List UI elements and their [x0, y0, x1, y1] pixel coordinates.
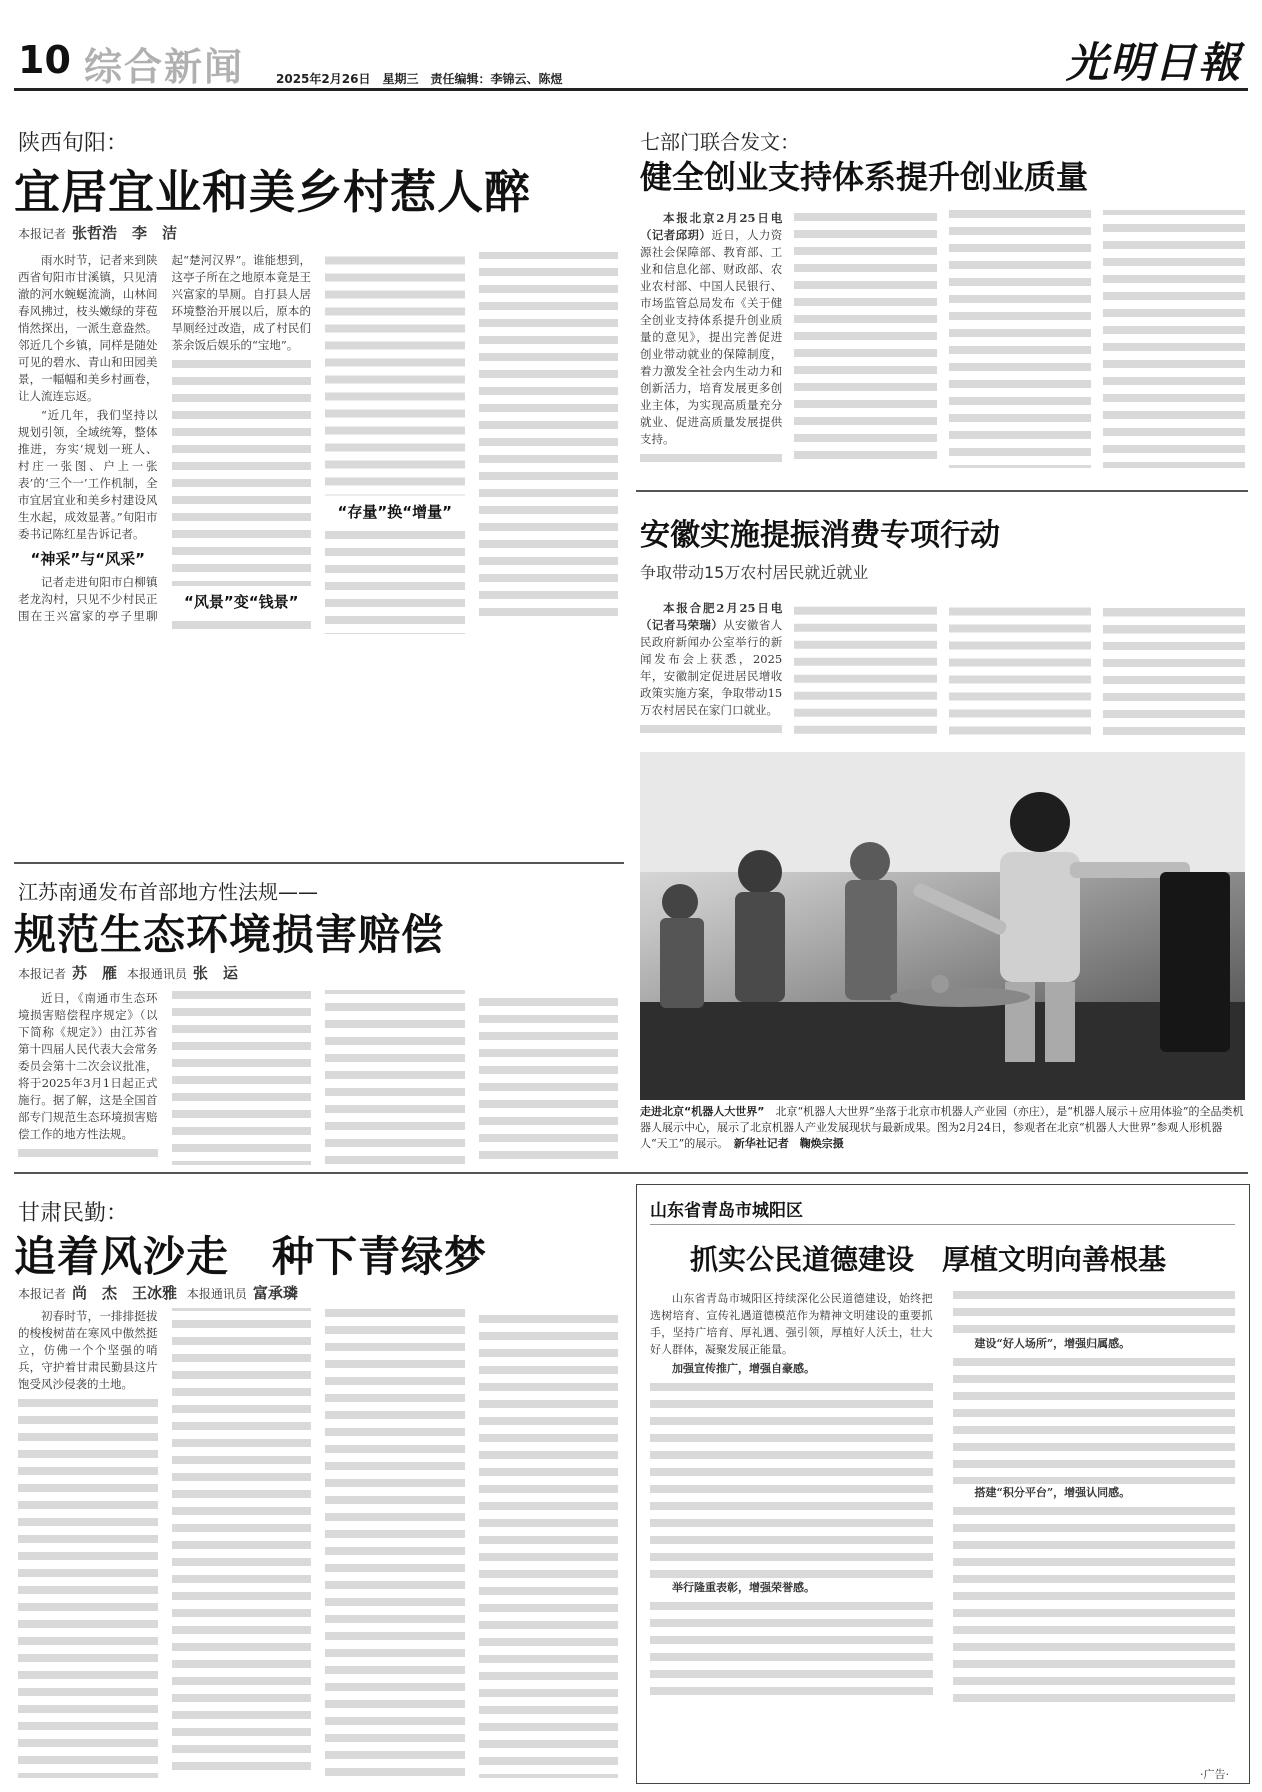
art3-para [640, 600, 782, 719]
text-filler [953, 1354, 1236, 1484]
text-filler [172, 356, 312, 586]
divider [636, 490, 1248, 492]
art6-para [650, 1579, 933, 1596]
page-number: 10 [18, 38, 71, 82]
art5-kicker: 甘肃民勤： [18, 1201, 129, 1226]
art2-text: 近日，人力资源社会保障部、教育部、工业和信息化部、财政部、农业农村部、中国人民银行、市场监管总局发布《关于健全创业支持体系提升创业质量的意见》，提出完善促进创业带动就业的保障制度，着力激发全社会内生动力和创新活力，培育发展更多创业主体，为实现高质量充分就业、促进高质量发展提供支持。 [640, 228, 783, 446]
art6-body [650, 1290, 1235, 1760]
art6-para [650, 1360, 933, 1377]
art1-kicker: 陕西旬阳： [18, 131, 129, 156]
ad-mark: ·广告· [1200, 1768, 1229, 1781]
art4-byline-names2: 张 运 [192, 964, 238, 982]
art2-para [640, 210, 782, 448]
art1-byline-label: 本报记者 [18, 227, 67, 241]
art3-body [640, 600, 1245, 740]
art1-body [18, 252, 618, 852]
art3-lead: 本报合肥2月25日电（记者马荣瑞） [640, 601, 783, 632]
art5-byline-label: 本报记者 [18, 1287, 67, 1301]
photo-caption-text: 北京“机器人大世界”坐落于北京市机器人产业园（亦庄），是“机器人展示＋应用体验”的全品类机器人展示中心，展示了北京机器人产业发展现状与最新成果。图为2月24日，参观者在北京“机器人大世界”参观人形机器人“天工”的展示。 [640, 1105, 1244, 1150]
art1-para: 雨水时节，记者来到陕西省旬阳市甘溪镇，只见清澈的河水蜿蜒流淌，山林间春风拂过，枝头嫩绿的芽苞悄然探出，一派生意盎然。邻近几个乡镇，同样是随处可见的碧水、青山和田园美景，一幅幅和美乡村画卷，让人流连忘返。 [18, 253, 158, 403]
art6-para [953, 1484, 1236, 1501]
art4-byline-label: 本报记者 [18, 967, 67, 981]
art1-byline [18, 222, 183, 243]
photo-caption [640, 1104, 1245, 1152]
art3-title: 安徽实施提振消费专项行动 [640, 518, 1000, 553]
divider [14, 862, 624, 864]
art6-para: 山东省青岛市城阳区持续深化公民道德建设，始终把选树培育、宣传礼遇道德模范作为精神文明建设的重要抓手，坚持广培育、厚礼遇、强引领，厚植好人沃土，壮大好人群体，凝聚发展正能量。 [650, 1292, 933, 1356]
art4-byline-label2: 本报通讯员 [126, 967, 187, 981]
art5-title: 追着风沙走 种下青绿梦 [14, 1232, 488, 1281]
text-filler [953, 1503, 1236, 1703]
photo-credit: 新华社记者 鞠焕宗摄 [733, 1137, 844, 1150]
art4-body [18, 990, 618, 1165]
robot-photo [640, 752, 1245, 1100]
art4-title: 规范生态环境损害赔偿 [14, 910, 445, 959]
art5-byline-label2: 本报通讯员 [186, 1287, 247, 1301]
art1-subhead: “神采”与“风采” [30, 550, 145, 568]
art1-title: 宜居宜业和美乡村惹人醉 [14, 165, 531, 219]
art1-para: 记者走进旬阳市白柳镇老龙沟村，只见不少村民正围在王兴富家的亭子里聊起“楚河汉界”。谁能想到，这亭子所在之地原本竟是王兴富家的旱厕。自打县人居环境整治开展以后，原本的旱厕经过改造，成了村民们茶余饭后娱乐的“宝地”。 [18, 253, 311, 623]
art1-subhead: “风景”变“钱景” [184, 593, 299, 611]
divider [650, 1224, 1235, 1225]
art3-text: 从安徽省人民政府新闻办公室举行的新闻发布会上获悉，2025年，安徽制定促进居民增收政策实施方案，争取带动15万农村居民在家门口就业。 [640, 618, 783, 717]
art2-body [640, 210, 1245, 468]
art5-byline-names2: 富承璘 [252, 1284, 298, 1302]
art1-byline-names: 张哲浩 李 洁 [72, 224, 178, 242]
art5-byline [18, 1282, 304, 1303]
art6-title: 抓实公民道德建设 厚植文明向善根基 [690, 1243, 1167, 1276]
art2-lead: 本报北京2月25日电（记者邱玥） [640, 211, 783, 242]
art4-byline [18, 962, 244, 983]
art5-byline-names: 尚 杰 王冰雅 [72, 1284, 178, 1302]
masthead-logo: 光明日報 [1065, 38, 1242, 87]
art5-para: 初春时节，一排排挺拔的梭梭树苗在寒风中傲然挺立，仿佛一个个坚强的哨兵，守护着甘肃民勤县这片饱受风沙侵袭的土地。 [18, 1309, 158, 1391]
art6-subhead: 建设“好人场所”，增强归属感。 [974, 1337, 1131, 1350]
text-filler [650, 1379, 933, 1579]
art4-kicker: 江苏南通发布首部地方性法规—— [18, 880, 318, 904]
art6-subhead: 搭建“积分平台”，增强认同感。 [974, 1486, 1131, 1499]
photo-caption-title: 走进北京“机器人大世界” [640, 1105, 765, 1118]
art4-para: 近日，《南通市生态环境损害赔偿程序规定》（以下简称《规定》）由江苏省第十四届人民代表大会常务委员会第十二次会议批准，将于2025年3月1日起正式施行。据了解，这是全国首部专门规范生态环境损害赔偿工作的地方性法规。 [18, 991, 158, 1141]
art6-subhead: 加强宣传推广，增强自豪感。 [672, 1362, 815, 1375]
art2-kicker: 七部门联合发文： [640, 130, 800, 154]
art2-title: 健全创业支持体系提升创业质量 [640, 158, 1089, 196]
robot-photo-illustration [640, 752, 1245, 1100]
header-rule [14, 88, 1248, 91]
art1-subhead: “存量”换“增量” [337, 502, 452, 521]
art6-box-title: 山东省青岛市城阳区 [650, 1201, 803, 1221]
art6-para [953, 1335, 1236, 1352]
art1-para: “近几年，我们坚持以规划引领，全域统筹，整体推进，夯实‘规划一班人、村庄一张图、户上一张表’的‘三个一’工作机制，全市宜居宜业和美乡村建设风生水起，成效显著。”旬阳市委书记陈红星告诉记者。 [18, 408, 158, 541]
section-title: 综合新闻 [84, 45, 245, 89]
date-line: 2025年2月26日 星期三 责任编辑：李锦云、陈煜 [276, 72, 563, 86]
art5-body [18, 1308, 618, 1778]
divider [14, 1172, 1248, 1174]
art3-subtitle: 争取带动15万农村居民就近就业 [640, 563, 869, 582]
art4-byline-names: 苏 雁 [72, 964, 118, 982]
art6-subhead: 举行隆重表彰，增强荣誉感。 [672, 1581, 815, 1594]
